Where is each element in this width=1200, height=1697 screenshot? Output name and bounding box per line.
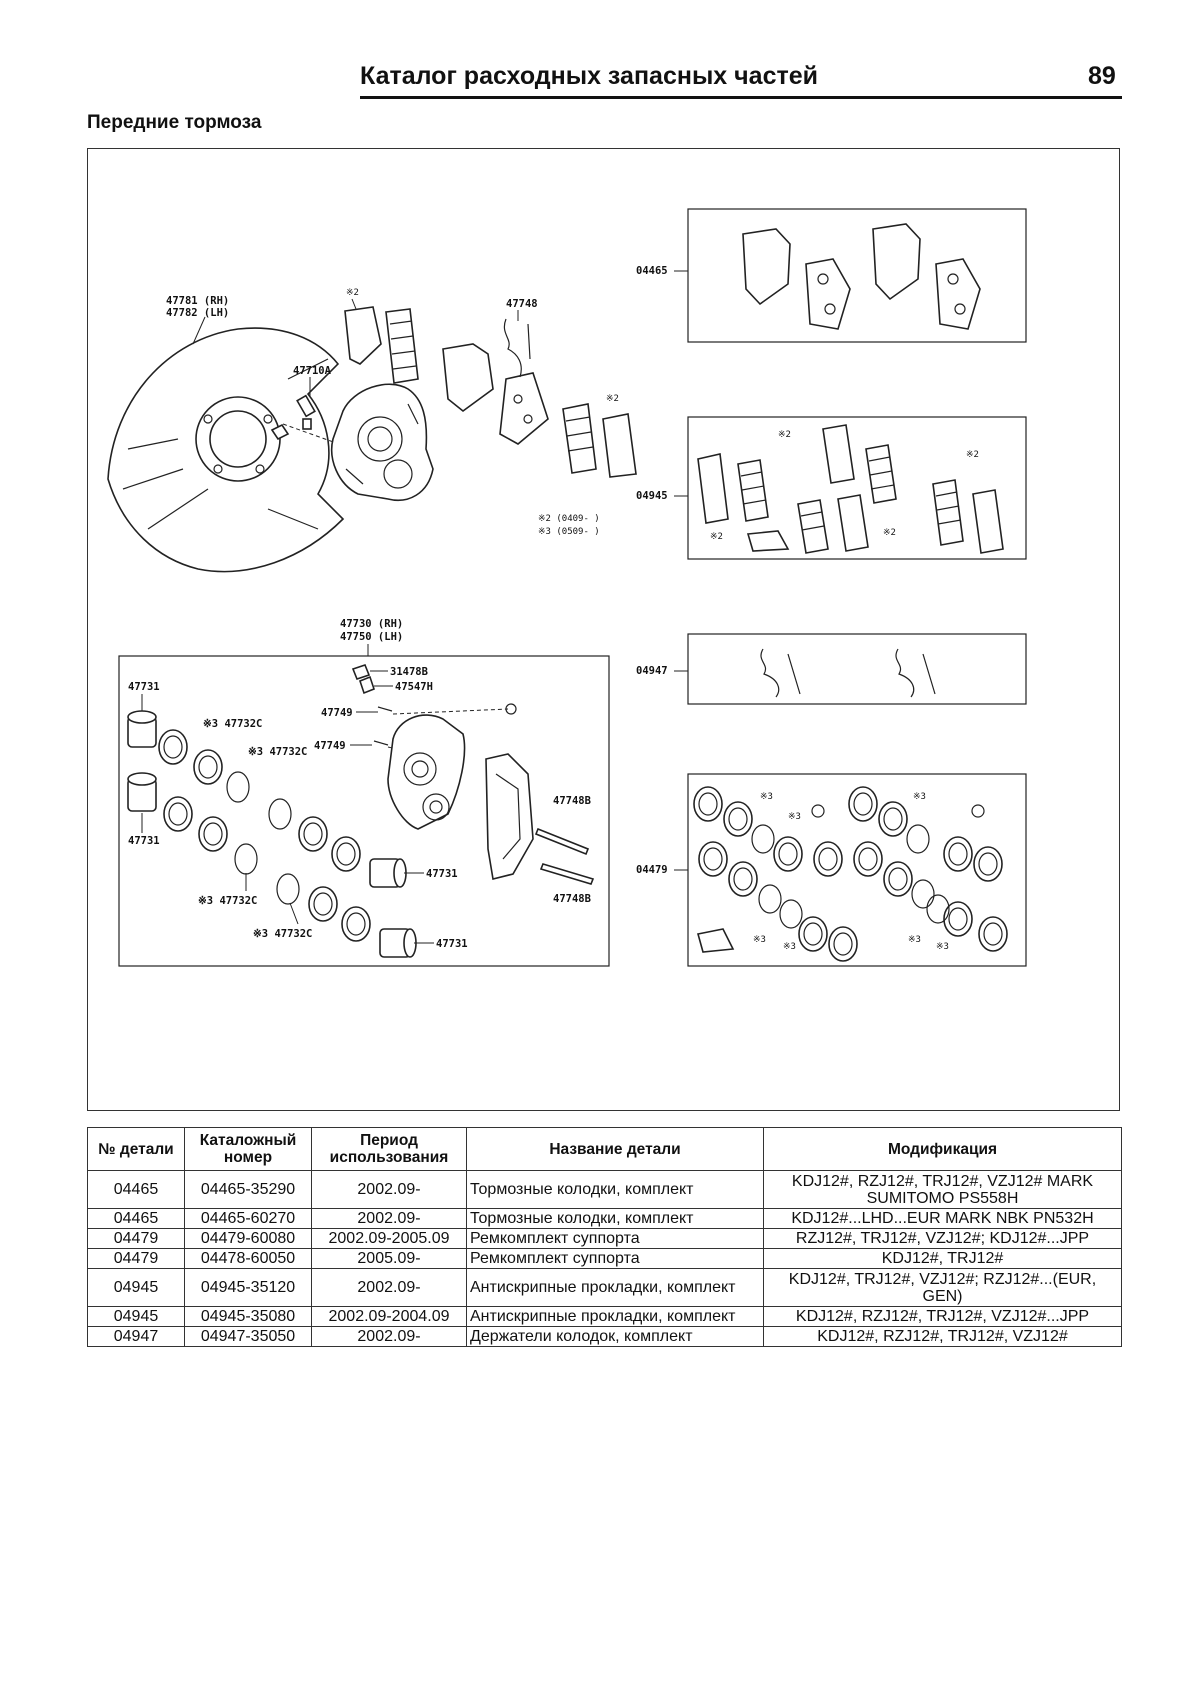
caliper-lh-label: 47750 (LH): [340, 631, 404, 643]
bleeder-nipple: [353, 665, 374, 693]
cell-part-name: Антискрипные прокладки, комплект: [467, 1269, 764, 1307]
table-row: [88, 1269, 1122, 1307]
m3g-label: ※3: [936, 942, 949, 952]
m3c-label: ※3: [753, 935, 766, 945]
cell-part-no: 04945: [88, 1269, 185, 1307]
cell-part-name: Держатели колодок, комплект: [467, 1327, 764, 1347]
note3-label: ※3 (0509- ): [538, 527, 600, 537]
col-header-period: Период использования: [312, 1128, 467, 1171]
pad-backing-2: [563, 404, 596, 473]
cell-modification: KDJ12#, TRJ12#, VZJ12#; RZJ12#...(EUR, GEN): [764, 1269, 1122, 1307]
m2c-label: ※2: [883, 528, 896, 538]
cell-catalog-no: 04478-60050: [185, 1249, 312, 1269]
cell-modification: KDJ12#, RZJ12#, TRJ12#, VZJ12#: [764, 1327, 1122, 1347]
cell-part-no: 04465: [88, 1209, 185, 1229]
cell-modification: KDJ12#, RZJ12#, TRJ12#, VZJ12# MARK SUMITOMO PS558H: [764, 1171, 1122, 1209]
set-04465-label: 04465: [636, 265, 668, 277]
cap-label: 31478B: [390, 666, 428, 678]
section-title: Передние тормоза: [87, 112, 262, 133]
parts-table: [87, 1127, 1122, 1347]
cell-catalog-no: 04465-60270: [185, 1209, 312, 1229]
cell-modification: RZJ12#, TRJ12#, VZJ12#; KDJ12#...JPP: [764, 1229, 1122, 1249]
table-row: [88, 1171, 1122, 1209]
anti-squeal-shim-1: [500, 373, 548, 444]
cell-period: 2002.09-: [312, 1209, 467, 1229]
cell-part-no: 04945: [88, 1307, 185, 1327]
shield-rh-label: 47781 (RH): [166, 295, 230, 307]
mark2b-label: ※2: [606, 394, 619, 404]
seal-rings: [694, 787, 1007, 961]
cell-part-name: Ремкомплект суппорта: [467, 1229, 764, 1249]
m3e-label: ※3: [913, 792, 926, 802]
cell-period: 2002.09-2005.09: [312, 1229, 467, 1249]
m3f-label: ※3: [908, 935, 921, 945]
clip-label: 47748: [506, 298, 538, 310]
kit-04465-box: [688, 209, 1026, 342]
set-04947-label: 04947: [636, 665, 668, 677]
m2d-label: ※2: [966, 450, 979, 460]
table-header-row: [88, 1128, 1122, 1171]
piston-c-label: 47731: [426, 868, 458, 880]
m3b-label: ※3: [788, 812, 801, 822]
set-04945-label: 04945: [636, 490, 668, 502]
cell-catalog-no: 04945-35120: [185, 1269, 312, 1307]
m3d-label: ※3: [783, 942, 796, 952]
col-header-catalog-no: Каталожный номер: [185, 1128, 312, 1171]
page-number: 89: [1088, 62, 1116, 90]
table-row: [88, 1209, 1122, 1229]
caliper-body: [388, 715, 533, 879]
cell-period: 2002.09-: [312, 1171, 467, 1209]
piston-b-label: 47731: [128, 835, 160, 847]
piston-a-label: 47731: [128, 681, 160, 693]
cell-catalog-no: 04945-35080: [185, 1307, 312, 1327]
brake-pad-1: [443, 344, 493, 411]
m3a-label: ※3: [760, 792, 773, 802]
shield-lh-label: 47782 (LH): [166, 307, 230, 319]
header-rule: [360, 96, 1122, 99]
cell-catalog-no: 04465-35290: [185, 1171, 312, 1209]
m2b-label: ※2: [778, 430, 791, 440]
pin-a-label: 47748B: [553, 795, 591, 807]
mark2a-label: ※2: [346, 288, 359, 298]
cell-part-no: 04479: [88, 1249, 185, 1269]
col-header-modification: Модификация: [764, 1128, 1122, 1171]
caliper-housing: [332, 384, 433, 500]
caliper-rh-label: 47730 (RH): [340, 618, 404, 630]
piston-d-label: 47731: [436, 938, 468, 950]
plug-b-label: 47749: [314, 740, 346, 752]
cell-part-name: Антискрипные прокладки, комплект: [467, 1307, 764, 1327]
bleeder-label: 47710A: [293, 365, 331, 377]
seal-a-label: ※3 47732C: [203, 718, 263, 730]
kit-04947-box: [688, 634, 1026, 704]
cell-part-name: Ремкомплект суппорта: [467, 1249, 764, 1269]
slide-pins: [536, 829, 593, 884]
shim-1: [345, 307, 381, 364]
col-header-part-name: Название детали: [467, 1128, 764, 1171]
nipple-label: 47547H: [395, 681, 433, 693]
seal-d-label: ※3 47732C: [253, 928, 313, 940]
cell-period: 2002.09-: [312, 1269, 467, 1307]
brake-diagram: [87, 148, 1120, 1111]
table-row: [88, 1307, 1122, 1327]
note2-label: ※2 (0409- ): [538, 514, 600, 524]
pad-clip: [504, 319, 530, 377]
table-row: [88, 1249, 1122, 1269]
set-04479-label: 04479: [636, 864, 668, 876]
brake-diagram-drawing: [88, 149, 1121, 1112]
table-row: [88, 1327, 1122, 1347]
catalog-title: Каталог расходных запасных частей: [360, 62, 818, 90]
cell-part-no: 04479: [88, 1229, 185, 1249]
cell-part-no: 04947: [88, 1327, 185, 1347]
plug-a-label: 47749: [321, 707, 353, 719]
m2a-label: ※2: [710, 532, 723, 542]
pin-b-label: 47748B: [553, 893, 591, 905]
cell-modification: KDJ12#...LHD...EUR MARK NBK PN532H: [764, 1209, 1122, 1229]
seal-b-label: ※3 47732C: [248, 746, 308, 758]
col-header-part-no: № детали: [88, 1128, 185, 1171]
cell-catalog-no: 04947-35050: [185, 1327, 312, 1347]
table-row: [88, 1229, 1122, 1249]
cell-catalog-no: 04479-60080: [185, 1229, 312, 1249]
pad-backing-1: [386, 309, 418, 383]
seal-c-label: ※3 47732C: [198, 895, 258, 907]
cell-part-no: 04465: [88, 1171, 185, 1209]
cell-modification: KDJ12#, TRJ12#: [764, 1249, 1122, 1269]
cell-period: 2002.09-: [312, 1327, 467, 1347]
cell-part-name: Тормозные колодки, комплект: [467, 1209, 764, 1229]
cell-modification: KDJ12#, RZJ12#, TRJ12#, VZJ12#...JPP: [764, 1307, 1122, 1327]
cell-period: 2005.09-: [312, 1249, 467, 1269]
cell-period: 2002.09-2004.09: [312, 1307, 467, 1327]
shim-2: [603, 414, 636, 477]
cell-part-name: Тормозные колодки, комплект: [467, 1171, 764, 1209]
